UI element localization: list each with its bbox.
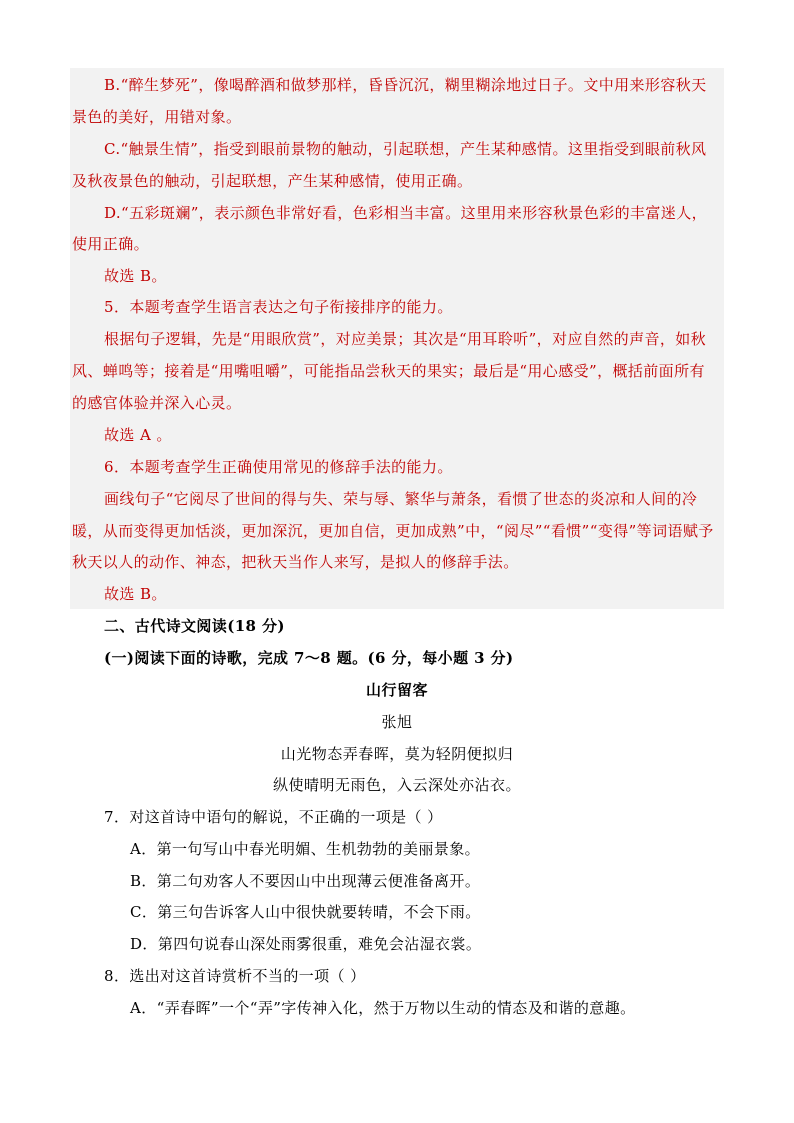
answer-line: 根据句子逻辑，先是“用眼欣赏”，对应美景；其次是“用耳聆听”，对应自然的声音，如秋 <box>104 330 707 348</box>
answer-line: 暖，从而变得更加恬淡，更加深沉，更加自信，更加成熟”中，“阅尽”“看惯”“变得”等词语赋予 <box>72 522 714 540</box>
answer-line: 故选 B。 <box>104 585 167 603</box>
answer-line: D.“五彩斑斓”，表示颜色非常好看，色彩相当丰富。这里用来形容秋景色彩的丰富迷人， <box>104 204 708 222</box>
question-stem: 8．选出对这首诗赏析不当的一项（ ） <box>104 967 366 985</box>
question-stem: 7．对这首诗中语句的解说，不正确的一项是（ ） <box>104 808 443 826</box>
subsection-title: (一)阅读下面的诗歌，完成 7～8 题。(6 分，每小题 3 分) <box>104 649 514 667</box>
poem-author: 张旭 <box>381 713 413 731</box>
question-option: B．第二句劝客人不要因山中出现薄云便准备离开。 <box>130 872 481 890</box>
answer-line: 故选 A 。 <box>104 426 172 444</box>
answer-line: 使用正确。 <box>72 235 150 253</box>
answer-line: 6．本题考查学生正确使用常见的修辞手法的能力。 <box>104 458 453 476</box>
answer-line: 画线句子“它阅尽了世间的得与失、荣与辱、繁华与萧条，看惯了世态的炎凉和人间的冷 <box>104 490 698 508</box>
question-option: A．第一句写山中春光明媚、生机勃勃的美丽景象。 <box>130 840 481 858</box>
answer-line: 风、蝉鸣等；接着是“用嘴咀嚼”，可能指品尝秋天的果实；最后是“用心感受”，概括前面所有 <box>72 362 705 380</box>
answer-line: 及秋夜景色的触动，引起联想，产生某种感情，使用正确。 <box>72 172 473 190</box>
answer-line: 的感官体验并深入心灵。 <box>72 394 242 412</box>
answer-line: C.“触景生情”，指受到眼前景物的触动，引起联想，产生某种感情。这里指受到眼前秋风 <box>104 140 707 158</box>
section-title: 二、古代诗文阅读(18 分) <box>104 617 285 635</box>
poem-line: 山光物态弄春晖，莫为轻阴便拟归 <box>280 745 514 763</box>
poem-line: 纵使晴明无雨色，入云深处亦沾衣。 <box>272 776 521 794</box>
answer-line: 秋天以人的动作、神态，把秋天当作人来写，是拟人的修辞手法。 <box>72 553 519 571</box>
answer-line: 故选 B。 <box>104 267 167 285</box>
question-option: A．“弄春晖”一个“弄”字传神入化，然于万物以生动的情态及和谐的意趣。 <box>130 999 636 1017</box>
answer-line: 景色的美好，用错对象。 <box>72 108 242 126</box>
answer-line: 5．本题考查学生语言表达之句子衔接排序的能力。 <box>104 298 453 316</box>
question-option: D．第四句说春山深处雨雾很重，难免会沾湿衣裳。 <box>130 935 482 953</box>
answer-line: B.“醉生梦死”，像喝醉酒和做梦那样，昏昏沉沉，糊里糊涂地过日子。文中用来形容秋天 <box>104 76 707 94</box>
question-option: C．第三句告诉客人山中很快就要转晴，不会下雨。 <box>130 903 481 921</box>
poem-title: 山行留客 <box>365 681 428 699</box>
